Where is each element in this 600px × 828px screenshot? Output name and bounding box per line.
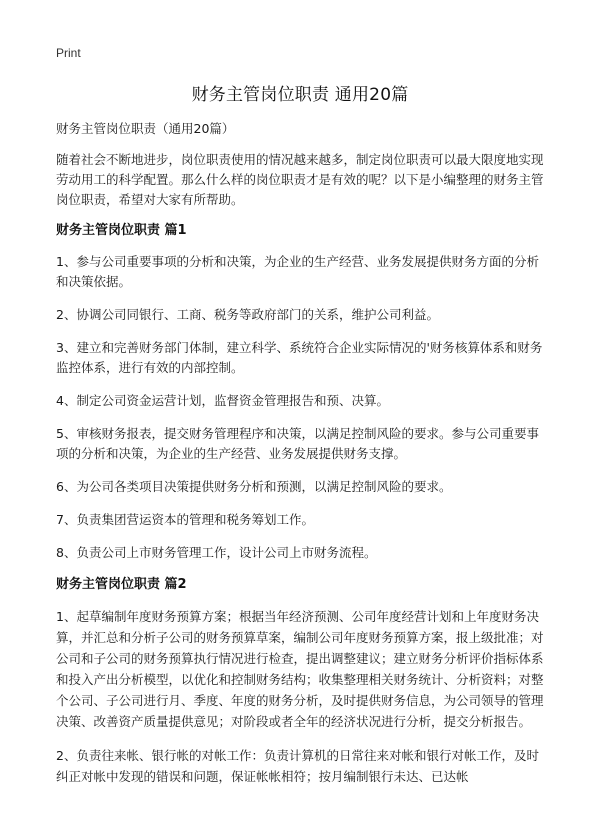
list-item: 2、负责往来帐、银行帐的对帐工作：负责计算机的日常往来对帐和银行对帐工作，及时纠正对帐中发现的错误和问题，保证帐帐相符；按月编制银行未达、已达帐 xyxy=(56,748,539,784)
intro-paragraph: 随着社会不断地进步，岗位职责使用的情况越来越多，制定岗位职责可以最大限度地实现劳动用工的科学配置。那么什么样的岗位职责才是有效的呢？以下是小编整理的财务主管岗位职责，希望对大家有所帮助。 xyxy=(56,152,544,207)
list-item: 3、建立和完善财务部门体制，建立科学、系统符合企业实际情况的'财务核算体系和财务监控体系，进行有效的内部控制。 xyxy=(56,340,543,375)
list-item: 1、起草编制年度财务预算方案；根据当年经济预测、公司年度经营计划和上年度财务决算，并汇总和分析子公司的财务预算草案，编制公司年度财务预算方案，报上级批准；对公司和子公司的财务预算执行情况进行检查，提出调整建议；建立财务分析评价指标体系和投入产出分析模型，以优化和控制财务结构；收集整理相关财务统计、分析资料；对整个公司、子公司进行月、季度、年度的财务分析，及时提供财务信息，为公司领导的管理决策、改善资产质量提供意见；对阶段或者全年的经济状况进行分析，提交分析报告。 xyxy=(56,609,544,729)
list-item: 4、制定公司资金运营计划，监督资金管理报告和预、决算。 xyxy=(56,393,389,408)
list-item: 7、负责集团营运资本的管理和税务筹划工作。 xyxy=(56,512,314,527)
print-label: Print xyxy=(56,46,81,60)
document-title: 财务主管岗位职责 通用20篇 xyxy=(191,85,409,105)
document-body xyxy=(56,120,550,800)
section-heading: 财务主管岗位职责 篇2 xyxy=(56,577,187,592)
section-1 xyxy=(56,222,550,563)
list-item: 6、为公司各类项目决策提供财务分析和预测，以满足控制风险的要求。 xyxy=(56,479,452,494)
list-item: 2、协调公司同银行、工商、税务等政府部门的关系，维护公司利益。 xyxy=(56,307,439,322)
list-item: 1、参与公司重要事项的分析和决策，为企业的生产经营、业务发展提供财务方面的分析和决策依据。 xyxy=(56,254,539,289)
section-heading: 财务主管岗位职责 篇1 xyxy=(56,223,187,238)
list-item: 8、负责公司上市财务管理工作，设计公司上市财务流程。 xyxy=(56,545,377,560)
section-2 xyxy=(56,576,550,787)
document-subtitle: 财务主管岗位职责（通用20篇） xyxy=(56,121,235,136)
list-item: 5、审核财务报表，提交财务管理程序和决策，以满足控制风险的要求。参与公司重要事项的分析和决策，为企业的生产经营、业务发展提供财务支撑。 xyxy=(56,426,539,461)
